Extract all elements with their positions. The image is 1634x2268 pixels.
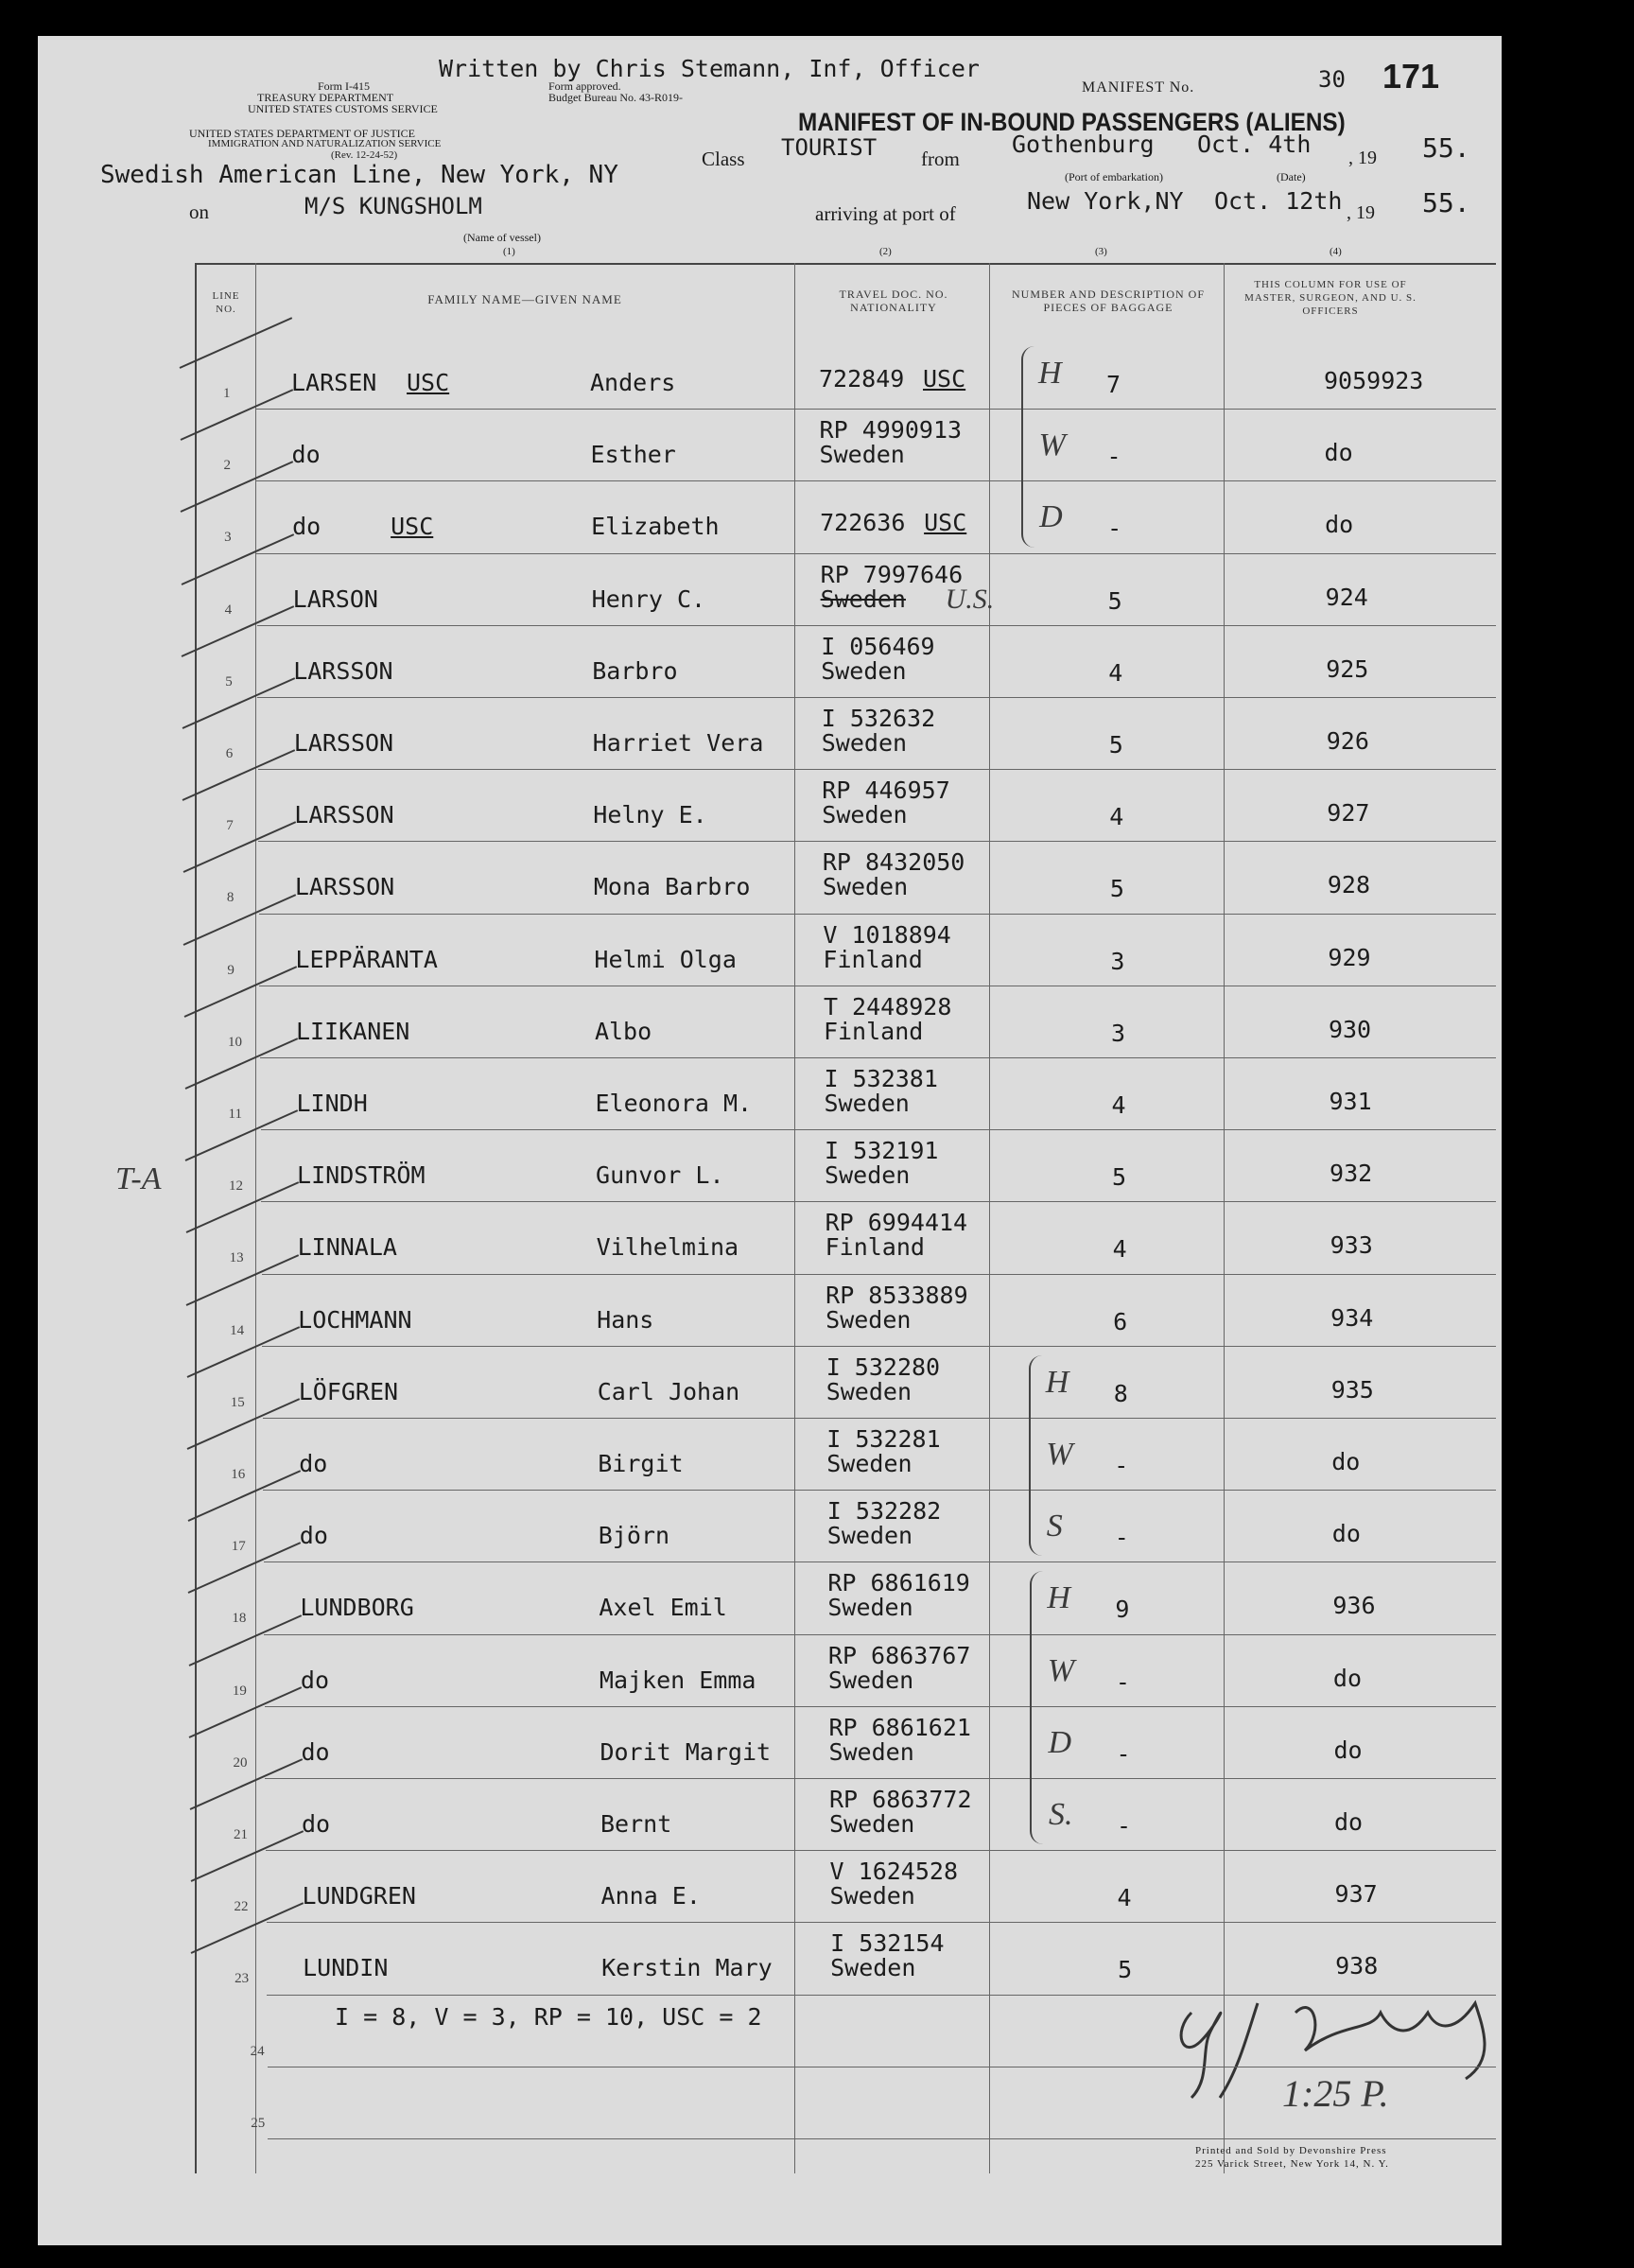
officer-column: 934 <box>1330 1303 1374 1332</box>
check-mark <box>181 462 294 514</box>
family-name: LUNDBORG <box>300 1594 414 1622</box>
travel-doc-number: RP 8533889 <box>826 1281 968 1309</box>
arrival-date: Oct. 12th <box>1214 187 1343 215</box>
from-year-prefix: , 19 <box>1348 148 1377 168</box>
budget-bureau: Budget Bureau No. 43-R019- <box>548 91 683 104</box>
nationality: Finland <box>825 1233 925 1262</box>
given-name: Barbro <box>592 656 678 685</box>
family-name: do <box>301 1737 330 1766</box>
from-port: Gothenburg <box>1012 131 1155 158</box>
officer-column: 925 <box>1326 654 1369 683</box>
officer-column: 931 <box>1329 1088 1372 1115</box>
line-number: 8 <box>226 890 235 906</box>
arrival-year-prefix: , 19 <box>1347 202 1375 223</box>
nationality: Sweden <box>826 1522 913 1550</box>
baggage-count: 4 <box>1109 803 1124 831</box>
family-name: do <box>302 1810 331 1838</box>
travel-doc-number: 722849 <box>819 365 905 393</box>
row-rule <box>255 409 1496 410</box>
baggage-count: - <box>1115 1667 1130 1696</box>
given-name: Dorit Margit <box>600 1737 772 1766</box>
officer-column: 933 <box>1330 1231 1373 1260</box>
officer-column: 927 <box>1327 799 1370 828</box>
usc-mark: USC <box>391 513 434 541</box>
family-name: do <box>299 1450 328 1477</box>
line-number: 10 <box>227 1034 242 1050</box>
officer-column: do <box>1324 439 1353 467</box>
check-mark <box>183 894 297 946</box>
line-number: 18 <box>232 1611 247 1627</box>
usc-mark: USC <box>407 369 450 396</box>
line-number: 9 <box>227 962 235 978</box>
given-name: Harriet Vera <box>592 729 764 757</box>
margin-note: T-A <box>115 1161 162 1196</box>
given-name: Helmi Olga <box>594 945 737 973</box>
row-rule <box>266 1850 1496 1851</box>
baggage-count: 3 <box>1110 1019 1125 1047</box>
row-rule <box>267 1995 1496 1996</box>
nationality: Sweden <box>829 1810 915 1838</box>
travel-doc-number: V 1624528 <box>829 1858 959 1886</box>
line-number: 23 <box>235 1971 250 1987</box>
line-number: 15 <box>230 1394 245 1410</box>
line-number: 11 <box>228 1107 242 1122</box>
printer-line-1: Printed and Sold by Devonshire Press <box>1195 2145 1387 2156</box>
officer-column: 924 <box>1325 583 1368 611</box>
relation-mark: D <box>1039 499 1063 535</box>
family-bracket <box>1030 1571 1051 1844</box>
officer-column: 937 <box>1334 1880 1378 1909</box>
officer-column: do <box>1331 1448 1361 1475</box>
doc-summary: I = 8, V = 3, RP = 10, USC = 2 <box>335 2003 762 2031</box>
given-name: Anders <box>590 369 676 396</box>
officer-column: do <box>1331 1520 1361 1548</box>
officer-column: 929 <box>1328 943 1371 971</box>
relation-mark: W <box>1046 1437 1073 1472</box>
table-top-rule <box>195 263 1496 265</box>
from-label: from <box>921 148 960 170</box>
line-number: 25 <box>251 2115 266 2131</box>
baggage-count: 5 <box>1108 731 1123 759</box>
family-name: LIIKANEN <box>295 1017 410 1045</box>
treasury-dept: TREASURY DEPARTMENT <box>257 91 394 104</box>
given-name: Birgit <box>598 1450 684 1477</box>
family-name: LOCHMANN <box>298 1305 412 1334</box>
family-name: LEPPÄRANTA <box>295 945 438 973</box>
family-name: LARSSON <box>293 656 393 685</box>
nationality: Sweden <box>826 1450 913 1477</box>
ins-service: IMMIGRATION AND NATURALIZATION SERVICE <box>208 138 442 149</box>
col-rule-doc <box>989 263 990 2173</box>
family-name: do <box>291 441 321 469</box>
baggage-count: 5 <box>1118 1956 1133 1984</box>
row-rule <box>258 769 1496 770</box>
header-baggage: NUMBER AND DESCRIPTION OF PIECES OF BAGGAGE <box>1011 288 1206 314</box>
citizenship-mark: USC <box>923 365 966 393</box>
baggage-count: 8 <box>1113 1379 1128 1407</box>
travel-doc-number: RP 6863772 <box>829 1786 972 1813</box>
row-rule <box>261 1201 1496 1202</box>
travel-doc-number: 722636 <box>820 509 906 537</box>
line-number: 22 <box>234 1899 249 1915</box>
travel-doc-number: RP 8432050 <box>822 848 965 877</box>
travel-doc-number: I 532632 <box>821 705 936 732</box>
class-label: Class <box>702 148 745 170</box>
row-rule <box>265 1706 1496 1707</box>
vessel-caption: (Name of vessel) <box>463 231 541 244</box>
vessel-name: M/S KUNGSHOLM <box>304 193 482 219</box>
col-2-caption: (2) <box>879 246 892 257</box>
line-number: 16 <box>231 1467 246 1482</box>
form-approved: Form approved. <box>548 79 621 93</box>
class-value: TOURIST <box>781 134 878 161</box>
given-name: Mona Barbro <box>593 873 751 901</box>
relation-mark: S. <box>1049 1797 1073 1832</box>
baggage-count: 4 <box>1111 1091 1126 1119</box>
travel-doc-number: T 2448928 <box>823 992 952 1021</box>
steamship-line: Swedish American Line, New York, NY <box>100 161 618 189</box>
line-number: 13 <box>229 1250 244 1266</box>
arrival-port: New York,NY <box>1027 187 1184 215</box>
nationality: Sweden <box>824 1090 910 1117</box>
header-name: FAMILY NAME—GIVEN NAME <box>427 292 622 306</box>
travel-doc-number: V 1018894 <box>823 920 951 949</box>
officer-column: 9059923 <box>1324 367 1424 394</box>
line-number: 4 <box>224 602 233 618</box>
given-name: Helny E. <box>593 801 707 829</box>
nationality: Sweden <box>825 1161 911 1190</box>
nationality: Sweden <box>826 1377 912 1405</box>
row-rule <box>263 1490 1496 1491</box>
given-name: Gunvor L. <box>596 1161 724 1190</box>
baggage-count: 4 <box>1117 1884 1132 1912</box>
baggage-count: - <box>1107 515 1122 543</box>
family-name: LARSEN <box>291 369 377 396</box>
row-rule <box>260 1057 1496 1058</box>
line-number: 24 <box>250 2043 265 2059</box>
given-name: Elizabeth <box>591 513 720 541</box>
given-name: Esther <box>590 441 676 469</box>
family-name: LINNALA <box>297 1233 397 1262</box>
relation-mark: D <box>1048 1724 1071 1760</box>
header-travel-doc: TRAVEL DOC. NO. NATIONALITY <box>839 288 948 314</box>
given-name: Hans <box>597 1305 654 1334</box>
arriving-label: arriving at port of <box>815 202 956 225</box>
on-label: on <box>189 201 209 223</box>
table-left-rule <box>195 263 197 2173</box>
line-number: 6 <box>225 746 234 761</box>
rev-date: (Rev. 12-24-52) <box>331 149 398 161</box>
given-name: Bernt <box>600 1810 672 1838</box>
travel-doc-number: I 532280 <box>826 1352 941 1381</box>
given-name: Kerstin Mary <box>601 1954 773 1982</box>
travel-doc-number: I 532154 <box>830 1929 945 1958</box>
given-name: Björn <box>598 1522 670 1550</box>
family-name: LINDSTRÖM <box>297 1161 426 1190</box>
baggage-count: 7 <box>1106 371 1121 398</box>
officer-column: do <box>1334 1808 1364 1836</box>
row-rule <box>262 1346 1496 1347</box>
row-rule <box>256 553 1496 554</box>
officer-column: 926 <box>1326 727 1369 755</box>
officer-column: 935 <box>1330 1375 1374 1404</box>
row-rule <box>256 480 1496 481</box>
check-mark <box>182 677 295 729</box>
family-name: do <box>292 513 322 541</box>
nationality: Sweden <box>821 656 907 685</box>
relation-mark: W <box>1038 427 1066 463</box>
arrival-year: 55. <box>1422 187 1470 218</box>
check-mark <box>181 533 294 585</box>
family-name: LUNDIN <box>303 1954 389 1982</box>
travel-doc-number: RP 7997646 <box>820 560 964 588</box>
officer-column: 938 <box>1335 1952 1379 1980</box>
citizenship-mark: U.S. <box>945 583 995 615</box>
line-number: 20 <box>233 1754 248 1771</box>
line-number: 12 <box>229 1178 244 1195</box>
from-date: Oct. 4th <box>1197 131 1312 158</box>
family-name: LARSSON <box>293 729 394 757</box>
line-number: 5 <box>225 673 233 689</box>
travel-doc-number: RP 4990913 <box>819 416 963 445</box>
line-number: 2 <box>223 458 232 474</box>
baggage-count: 9 <box>1115 1596 1130 1624</box>
line-number: 17 <box>231 1539 246 1555</box>
nationality: Sweden <box>819 441 905 469</box>
check-mark <box>184 966 298 1018</box>
baggage-count: 5 <box>1107 586 1122 615</box>
check-mark <box>180 389 293 441</box>
nationality: Sweden <box>829 1882 915 1910</box>
nationality: Sweden <box>827 1594 913 1622</box>
family-name: do <box>299 1522 328 1550</box>
nationality: Sweden <box>820 584 906 613</box>
baggage-count: 4 <box>1108 658 1123 687</box>
nationality: Sweden <box>827 1666 914 1694</box>
family-name: LARSSON <box>294 801 394 829</box>
family-name: LUNDGREN <box>302 1882 416 1910</box>
col-4-caption: (4) <box>1330 246 1342 257</box>
row-rule <box>257 625 1496 626</box>
manifest-no-small: 30 <box>1318 66 1346 93</box>
travel-doc-number: I 532381 <box>824 1065 938 1092</box>
row-rule <box>258 841 1496 842</box>
baggage-count: 3 <box>1110 947 1125 975</box>
line-number: 14 <box>230 1322 245 1338</box>
baggage-count: 6 <box>1113 1307 1128 1335</box>
family-name: LINDH <box>296 1090 368 1117</box>
baggage-count: - <box>1114 1452 1129 1479</box>
row-rule <box>268 2138 1496 2139</box>
officer-column: 930 <box>1328 1015 1372 1043</box>
given-name: Anna E. <box>600 1882 701 1910</box>
col-rule-bag <box>1224 263 1225 2173</box>
travel-doc-number: I 532282 <box>826 1497 942 1526</box>
family-bracket <box>1021 346 1042 548</box>
travel-doc-number: RP 6863767 <box>827 1641 971 1669</box>
officer-column: 928 <box>1327 871 1370 899</box>
manifest-title: MANIFEST OF IN-BOUND PASSENGERS (ALIENS) <box>798 108 1346 136</box>
officer-column: 932 <box>1330 1160 1373 1188</box>
given-name: Vilhelmina <box>596 1233 739 1262</box>
customs-service: UNITED STATES CUSTOMS SERVICE <box>248 102 438 115</box>
officer-column: 936 <box>1332 1592 1376 1620</box>
check-mark <box>182 605 295 657</box>
given-name: Albo <box>594 1017 652 1045</box>
check-mark <box>183 822 296 874</box>
nationality: Sweden <box>826 1305 912 1334</box>
line-number: 1 <box>223 386 231 401</box>
port-caption: (Port of embarkation) <box>1065 170 1163 183</box>
nationality: Finland <box>823 945 923 973</box>
family-name: LÖFGREN <box>298 1377 399 1405</box>
relation-mark: H <box>1047 1580 1070 1616</box>
row-rule <box>261 1129 1497 1130</box>
family-bracket <box>1029 1355 1050 1557</box>
travel-doc-number: RP 6861619 <box>827 1569 970 1597</box>
manifest-no-label: MANIFEST No. <box>1082 79 1195 96</box>
baggage-count: - <box>1117 1812 1132 1840</box>
officer-column: do <box>1325 511 1354 539</box>
travel-doc-number: RP 6994414 <box>825 1209 968 1237</box>
printer-line-2: 225 Varick Street, New York 14, N. Y. <box>1195 2158 1389 2170</box>
row-rule <box>259 914 1496 915</box>
col-1-caption: (1) <box>503 246 515 257</box>
relation-mark: H <box>1038 356 1062 391</box>
line-number: 3 <box>224 530 232 546</box>
col-rule-name <box>794 263 795 2173</box>
line-number: 21 <box>234 1827 248 1842</box>
family-name: do <box>300 1666 329 1694</box>
family-name: LARSSON <box>294 873 395 901</box>
baggage-count: 4 <box>1112 1235 1127 1264</box>
nationality: Finland <box>823 1017 924 1045</box>
manifest-number: 171 <box>1382 57 1440 96</box>
header-line-no: LINE NO. <box>212 290 240 315</box>
baggage-count: 5 <box>1109 875 1124 903</box>
relation-mark: H <box>1045 1364 1069 1400</box>
written-by-line: Written by Chris Stemann, Inf, Officer <box>439 55 980 82</box>
row-rule <box>264 1561 1496 1562</box>
header-officers: THIS COLUMN FOR USE OF MASTER, SURGEON, AND U. S. OFFICERS <box>1244 279 1417 317</box>
given-name: Carl Johan <box>597 1377 740 1405</box>
officer-column: do <box>1332 1664 1362 1692</box>
relation-mark: S <box>1046 1509 1063 1544</box>
row-rule <box>257 697 1496 698</box>
manifest-page <box>38 36 1502 2245</box>
nationality: Sweden <box>822 873 909 901</box>
row-rule <box>267 1922 1496 1923</box>
nationality: Sweden <box>822 801 908 829</box>
given-name: Majken Emma <box>599 1666 756 1694</box>
baggage-count: - <box>1116 1739 1131 1768</box>
line-number: 19 <box>232 1683 247 1699</box>
row-rule <box>263 1418 1496 1419</box>
family-name: LARSON <box>292 584 378 613</box>
given-name: Axel Emil <box>599 1594 727 1622</box>
line-number: 7 <box>226 818 234 834</box>
travel-doc-number: RP 446957 <box>822 776 950 805</box>
baggage-count: - <box>1114 1524 1129 1552</box>
form-number: Form I-415 <box>318 79 370 93</box>
citizenship-mark: USC <box>924 509 967 537</box>
nationality: Sweden <box>828 1737 914 1766</box>
baggage-count: - <box>1106 443 1121 471</box>
nationality: Sweden <box>830 1954 916 1982</box>
row-rule <box>264 1634 1496 1635</box>
travel-doc-number: I 532281 <box>826 1425 941 1453</box>
travel-doc-number: RP 6861621 <box>828 1713 971 1741</box>
officer-column: do <box>1333 1736 1363 1764</box>
check-mark <box>183 749 296 801</box>
justice-dept: UNITED STATES DEPARTMENT OF JUSTICE <box>189 127 416 140</box>
relation-mark: W <box>1047 1652 1075 1688</box>
travel-doc-number: I 532191 <box>825 1137 939 1165</box>
nationality: Sweden <box>821 729 908 757</box>
row-rule <box>265 1778 1496 1779</box>
col-3-caption: (3) <box>1095 246 1107 257</box>
row-rule <box>262 1274 1496 1275</box>
signature-time: 1:25 P. <box>1282 2072 1389 2115</box>
baggage-count: 5 <box>1112 1163 1127 1192</box>
from-year: 55. <box>1422 132 1470 164</box>
travel-doc-number: I 056469 <box>821 632 935 660</box>
date-caption: (Date) <box>1277 170 1306 183</box>
given-name: Henry C. <box>591 584 706 613</box>
given-name: Eleonora M. <box>595 1090 753 1117</box>
